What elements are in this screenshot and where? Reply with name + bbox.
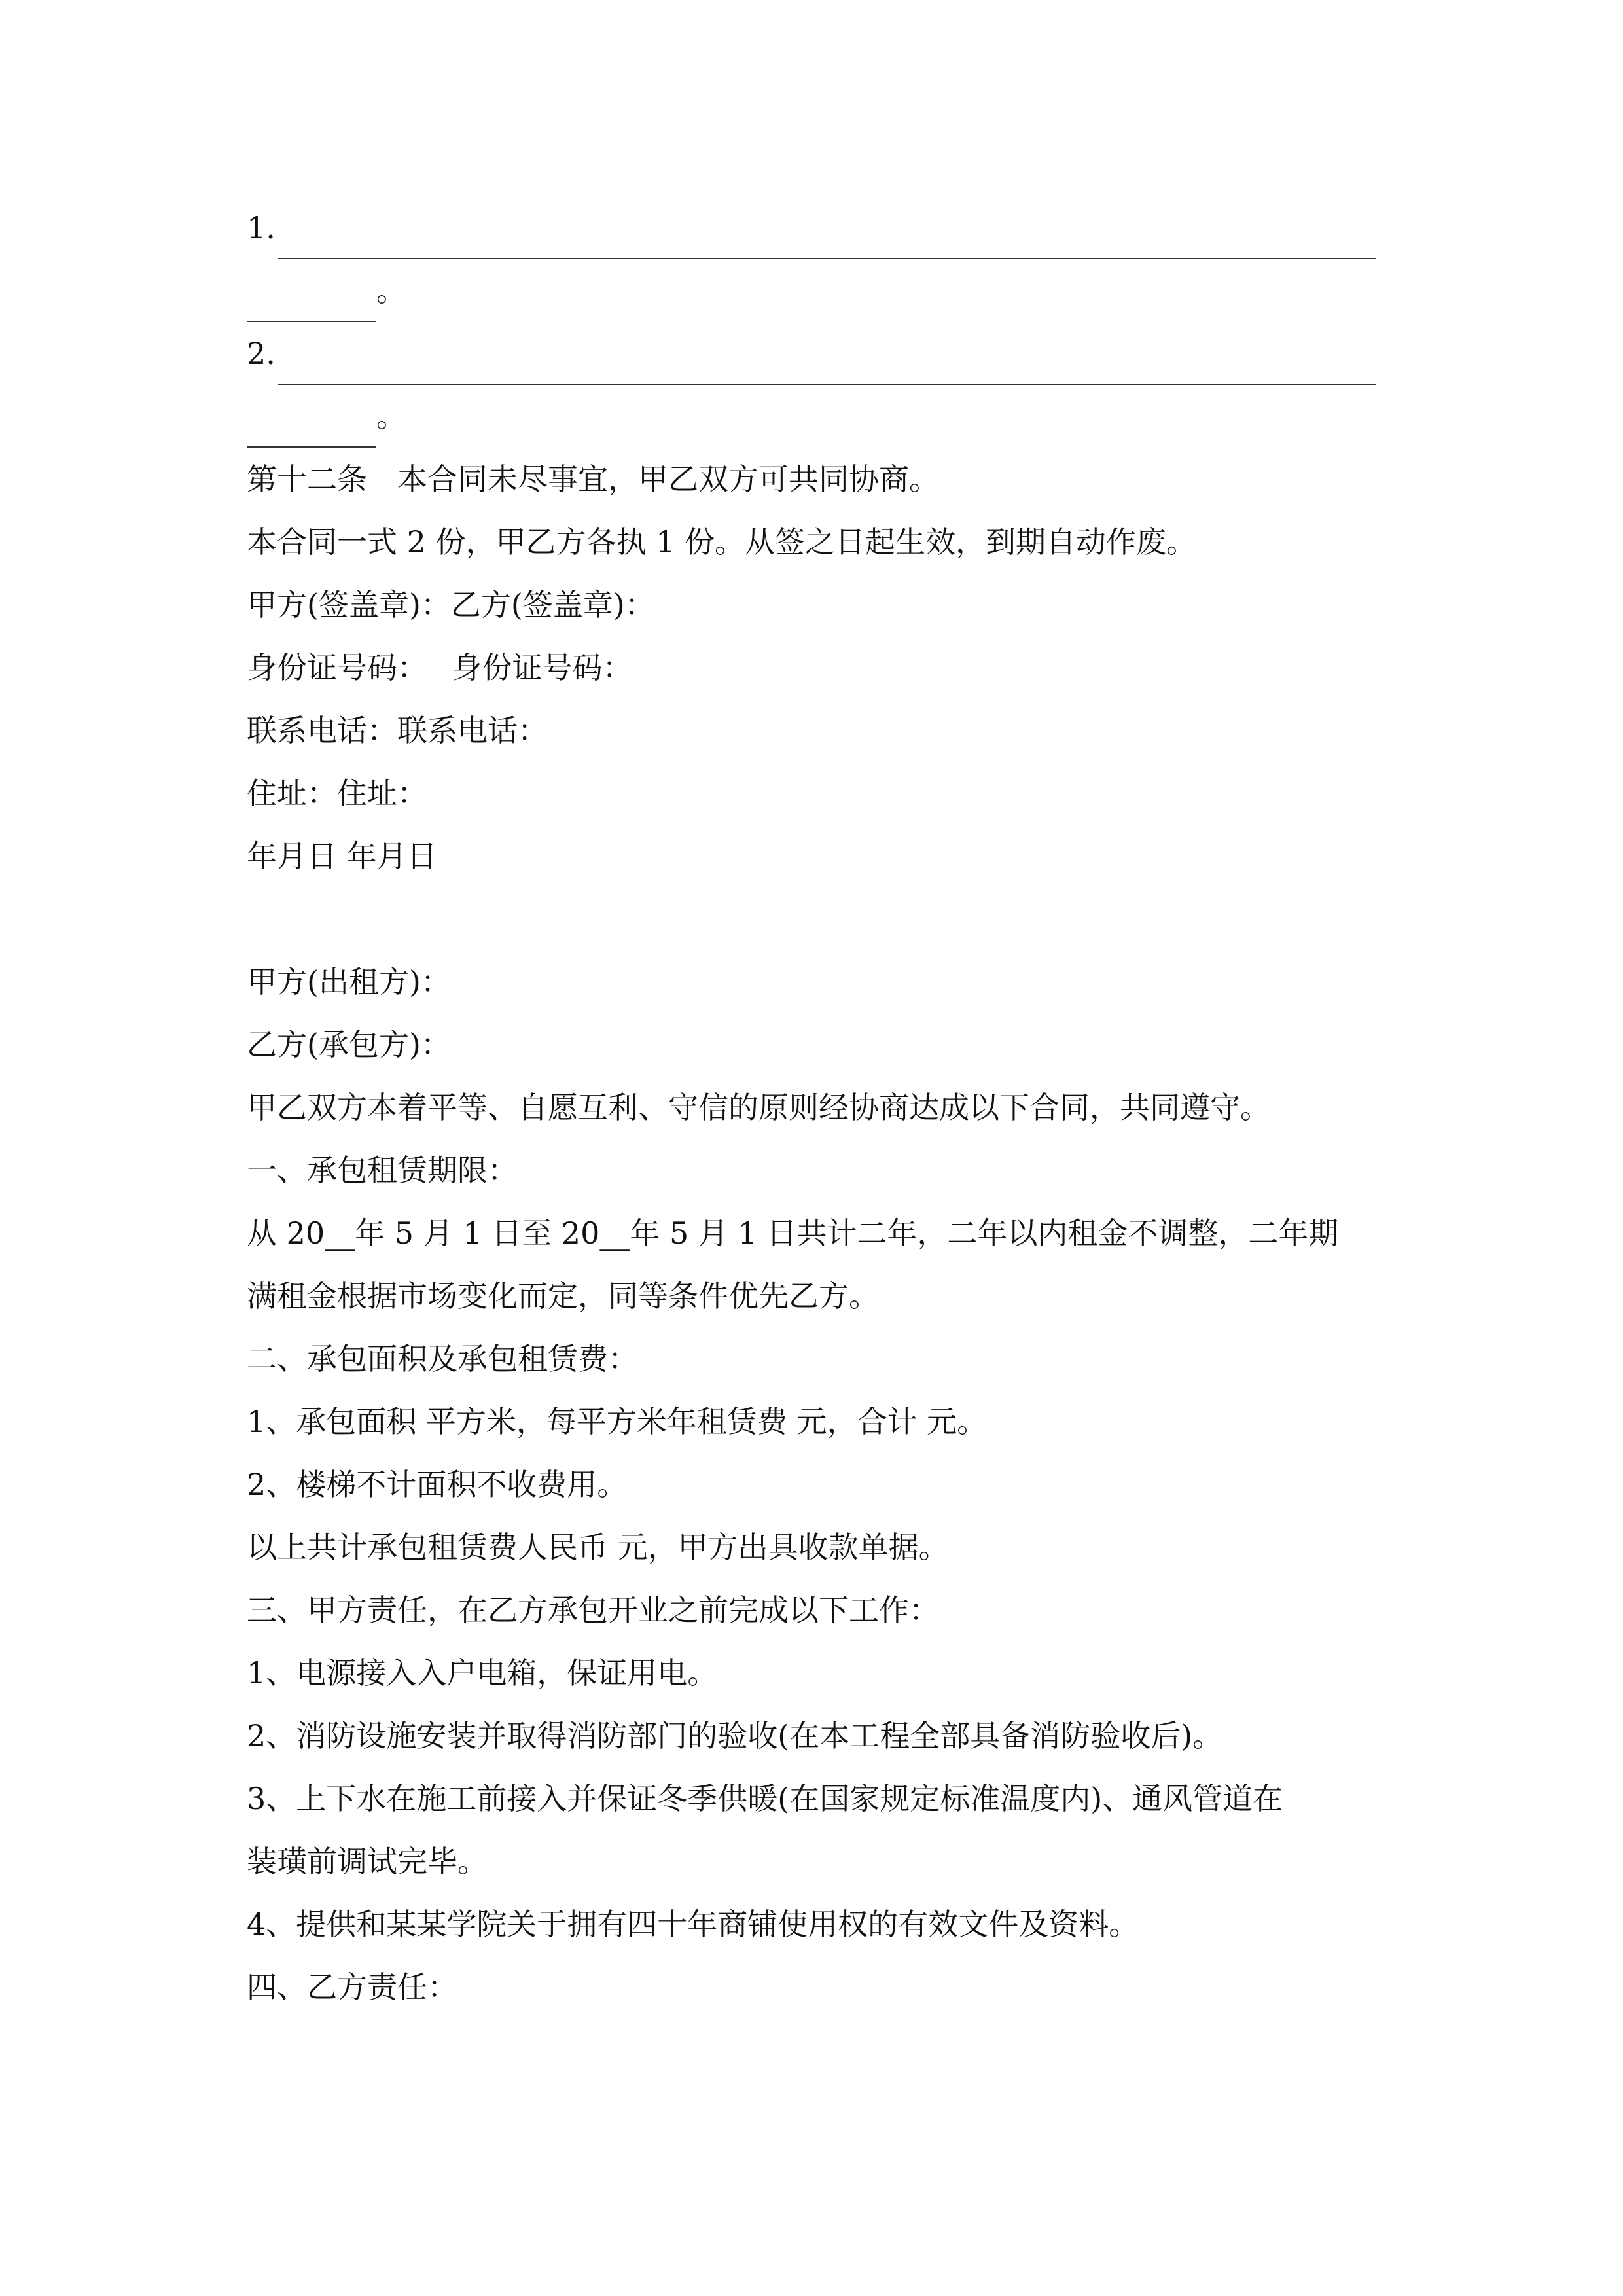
preamble: 甲乙双方本着平等、自愿互利、守信的原则经协商达成以下合同，共同遵守。 [247,1090,1270,1125]
total-fee-line: 以上共计承包租赁费人民币 元，甲方出具收款单据。 [247,1530,949,1565]
lessor-line: 甲方(出租方)： [247,964,451,999]
period-mark: 。 [376,399,406,434]
duty-fire: 2、消防设施安装并取得消防部门的验收(在本工程全部具备消防验收后)。 [247,1718,1223,1753]
fill-in-line-short [247,399,376,448]
term-text-1: 从 20__年 5 月 1 日至 20__年 5 月 1 日共计二年，二年以内租金不调整，二年期 [247,1215,1339,1251]
duty-documents: 4、提供和某某学院关于拥有四十年商铺使用权的有效文件及资料。 [247,1907,1139,1942]
copies-clause: 本合同一式 2 份，甲乙方各执 1 份。从签之日起生效，到期自动作废。 [247,524,1197,560]
section-three-heading: 三、甲方责任，在乙方承包开业之前完成以下工作： [247,1592,939,1628]
address-line: 住址：住址： [247,776,427,811]
document-page [247,196,1376,2018]
duty-water-2: 装璜前调试完毕。 [247,1844,488,1879]
signature-line: 甲方(签盖章)：乙方(签盖章)： [247,587,655,622]
stairs-item: 2、楼梯不计面积不收费用。 [247,1467,628,1502]
area-fee-item: 1、承包面积 平方米，每平方米年租赁费 元，合计 元。 [247,1404,988,1439]
section-gap [247,888,1376,950]
fill-in-line [278,336,1376,385]
article-twelve: 第十二条 本合同未尽事宜，甲乙双方可共同协商。 [247,461,939,497]
duty-power: 1、电源接入入户电箱，保证用电。 [247,1655,718,1691]
date-line: 年月日 年月日 [247,838,437,874]
section-two-heading: 二、承包面积及承包租赁费： [247,1341,638,1376]
period-mark: 。 [376,273,406,308]
blank-item-2 [247,322,1376,385]
duty-water-1: 3、上下水在施工前接入并保证冬季供暖(在国家规定标准温度内)、通风管道在 [247,1781,1283,1816]
term-text-2: 满租金根据市场变化而定，同等条件优先乙方。 [247,1278,879,1314]
fill-in-line-short [247,274,376,322]
blank-item-number: 1. [247,210,276,245]
blank-item-2-continuation [247,385,1376,448]
id-number-line: 身份证号码： 身份证号码： [247,650,633,685]
fill-in-line [278,211,1376,259]
lessee-line: 乙方(承包方)： [247,1027,451,1062]
blank-item-number: 2. [247,336,276,371]
blank-item-1 [247,196,1376,259]
section-four-heading: 四、乙方责任： [247,1969,457,2005]
phone-line: 联系电话：联系电话： [247,713,548,748]
section-one-heading: 一、承包租赁期限： [247,1153,518,1188]
blank-item-1-continuation [247,259,1376,322]
